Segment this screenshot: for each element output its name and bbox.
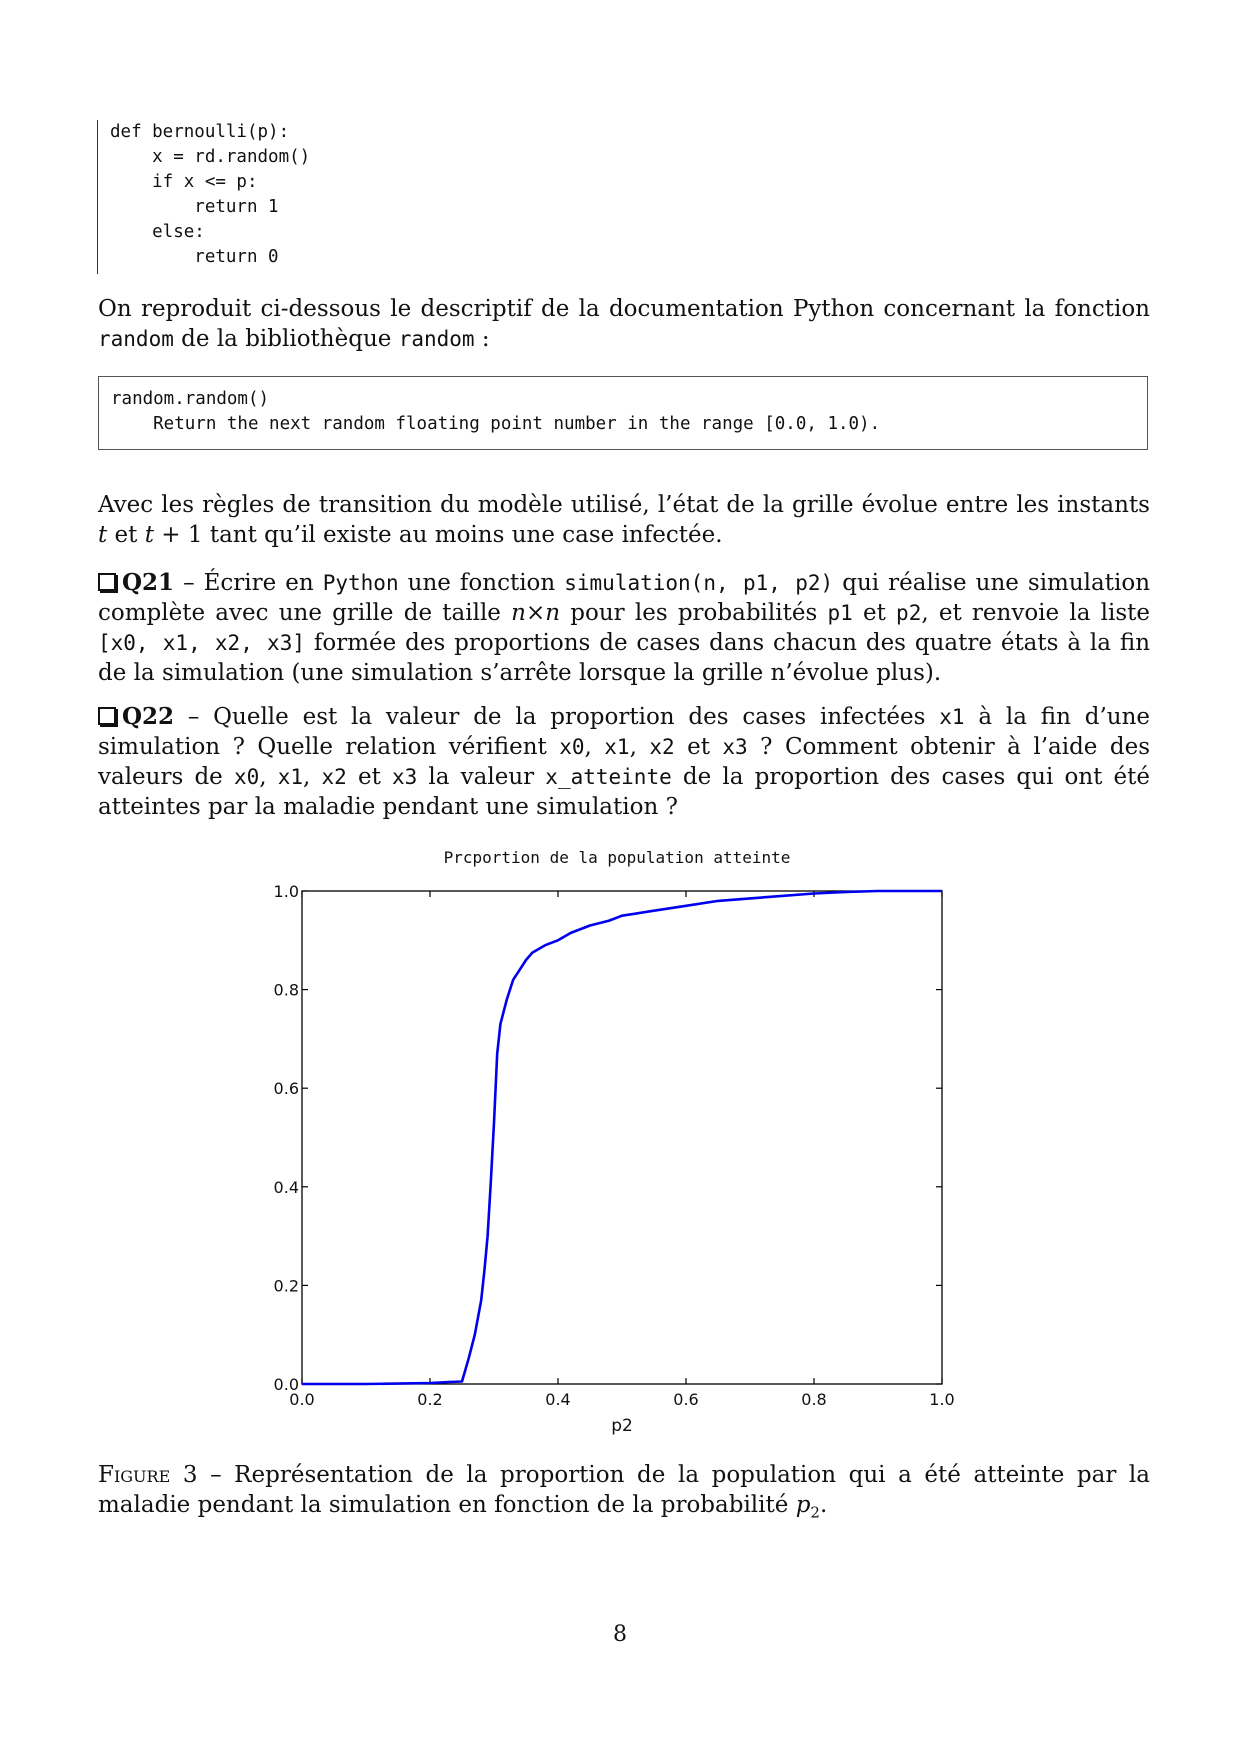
y-tick-label: 0.2 [273, 1276, 299, 1296]
doc-line-2: Return the next random floating point number in the range [0.0, 1.0). [111, 414, 881, 434]
page-number: 8 [613, 1622, 627, 1647]
figure-caption: Figure 3 – Représentation de la proportion de la population qui a été atteinte par la maladie pendant la simulation en fonction de la probabilité $p_2$. [98, 1462, 1150, 1522]
documentation-box [98, 376, 1148, 450]
y-tick-label: 0.6 [273, 1079, 299, 1099]
y-tick-label: 0.8 [273, 980, 299, 1000]
checkbox-icon [98, 707, 116, 725]
x-tick-label: 1.0 [929, 1390, 955, 1409]
checkbox-icon [98, 573, 116, 591]
x-axis-label: p2 [611, 1416, 633, 1436]
x-tick-label: 0.4 [545, 1390, 571, 1409]
question-q21: Q21 – Écrire en Python une fonction simulation(n, p1, p2) qui réalise une simulation complète avec une grille de taille n×n pour les probabilités p1 et p2, et renvoie la liste [x0, x1, x2, x3] formée des proportions de cases dans chacun des quatre états à la fin de la simulation (une simulation s’arrête lorsque la grille n’évolue plus). [98, 569, 1151, 686]
transition-paragraph: Avec les règles de transition du modèle utilisé, l’état de la grille évolue entre les instants t et t + 1 tant qu’il existe au moins une case infectée. [98, 492, 1150, 548]
y-tick-label: 0.4 [273, 1177, 299, 1197]
x-tick-label: 0.2 [417, 1390, 443, 1409]
x-tick-label: 0.0 [289, 1390, 315, 1409]
x-tick-label: 0.6 [673, 1390, 699, 1409]
intro-paragraph: On reproduit ci-dessous le descriptif de la documentation Python concernant la fonction random de la bibliothèque random : [98, 296, 1150, 352]
question-q22: Q22 – Quelle est la valeur de la proportion des cases infectées x1 à la fin d’une simulation ? Quelle relation vérifient x0, x1, x2 et x3 ? Comment obtenir à l’aide des valeurs de x0, x1, x2 et x3 la valeur x_atteinte de la proportion des cases qui ont été atteintes par la maladie pendant une simulation ? [98, 703, 1151, 820]
y-tick-label: 1.0 [273, 882, 299, 901]
y-tick-label: 0.0 [273, 1375, 299, 1394]
code-text: def bernoulli(p): x = rd.random() if x <= p: return 1 else: return 0 [110, 122, 311, 267]
line-chart [240, 840, 1000, 1440]
code-block-bernoulli [97, 120, 310, 274]
x-tick-label: 0.8 [801, 1390, 827, 1409]
doc-line-1: random.random() [111, 389, 270, 409]
data-line [302, 891, 942, 1384]
axis-ticks [274, 882, 955, 1409]
chart-title: Prcportion de la population atteinte [443, 848, 791, 867]
plot-frame [302, 891, 942, 1384]
